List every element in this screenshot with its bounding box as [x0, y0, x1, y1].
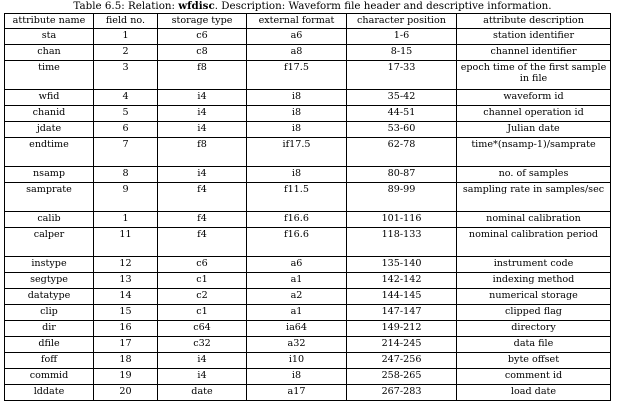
external-format-cell: a2 — [247, 289, 347, 305]
attribute-description-cell: data file — [457, 337, 611, 353]
external-format-cell: a8 — [247, 45, 347, 61]
field-no-cell: 4 — [94, 90, 158, 106]
storage-type-cell: i4 — [158, 167, 247, 183]
character-position-cell: 8-15 — [347, 45, 457, 61]
attribute-description-cell: byte offset — [457, 353, 611, 369]
attribute-name-cell: endtime — [5, 138, 94, 167]
storage-type-cell: c1 — [158, 305, 247, 321]
table-row — [5, 138, 611, 167]
storage-type-cell: c8 — [158, 45, 247, 61]
storage-type-cell: f4 — [158, 183, 247, 212]
character-position-cell: 101-116 — [347, 212, 457, 228]
attribute-description-cell: numerical storage — [457, 289, 611, 305]
field-no-cell: 17 — [94, 337, 158, 353]
attribute-name-cell: dfile — [5, 337, 94, 353]
table-row — [5, 29, 611, 45]
storage-type-cell: i4 — [158, 353, 247, 369]
external-format-cell: i8 — [247, 369, 347, 385]
attribute-name-cell: lddate — [5, 385, 94, 401]
attribute-description-cell: time*(nsamp-1)/samprate — [457, 138, 611, 167]
attribute-description-cell: instrument code — [457, 257, 611, 273]
table-row — [5, 122, 611, 138]
field-no-cell: 20 — [94, 385, 158, 401]
field-no-cell: 16 — [94, 321, 158, 337]
field-no-cell: 11 — [94, 228, 158, 257]
storage-type-cell: i4 — [158, 369, 247, 385]
field-no-cell: 18 — [94, 353, 158, 369]
field-no-cell: 14 — [94, 289, 158, 305]
wfdisc-table — [4, 13, 611, 401]
table-row — [5, 257, 611, 273]
external-format-cell: a6 — [247, 29, 347, 45]
attribute-name-cell: datatype — [5, 289, 94, 305]
attribute-name-cell: jdate — [5, 122, 94, 138]
character-position-cell: 17-33 — [347, 61, 457, 90]
column-header-field-no: field no. — [94, 14, 158, 29]
external-format-cell: i10 — [247, 353, 347, 369]
attribute-name-cell: time — [5, 61, 94, 90]
character-position-cell: 80-87 — [347, 167, 457, 183]
table-row — [5, 353, 611, 369]
column-header-storage-type: storage type — [158, 14, 247, 29]
attribute-name-cell: segtype — [5, 273, 94, 289]
table-row — [5, 337, 611, 353]
character-position-cell: 53-60 — [347, 122, 457, 138]
table-row — [5, 385, 611, 401]
character-position-cell: 44-51 — [347, 106, 457, 122]
storage-type-cell: f4 — [158, 228, 247, 257]
field-no-cell: 1 — [94, 212, 158, 228]
character-position-cell: 214-245 — [347, 337, 457, 353]
attribute-description-cell: station identifier — [457, 29, 611, 45]
storage-type-cell: c6 — [158, 257, 247, 273]
attribute-name-cell: commid — [5, 369, 94, 385]
attribute-name-cell: samprate — [5, 183, 94, 212]
attribute-description-cell: nominal calibration — [457, 212, 611, 228]
attribute-name-cell: calper — [5, 228, 94, 257]
table-row — [5, 61, 611, 90]
attribute-name-cell: chanid — [5, 106, 94, 122]
field-no-cell: 6 — [94, 122, 158, 138]
external-format-cell: f11.5 — [247, 183, 347, 212]
character-position-cell: 35-42 — [347, 90, 457, 106]
character-position-cell: 258-265 — [347, 369, 457, 385]
external-format-cell: a1 — [247, 305, 347, 321]
table-row — [5, 183, 611, 212]
attribute-name-cell: clip — [5, 305, 94, 321]
attribute-description-cell: waveform id — [457, 90, 611, 106]
storage-type-cell: c6 — [158, 29, 247, 45]
character-position-cell: 247-256 — [347, 353, 457, 369]
external-format-cell: f16.6 — [247, 228, 347, 257]
attribute-description-cell: indexing method — [457, 273, 611, 289]
storage-type-cell: i4 — [158, 106, 247, 122]
storage-type-cell: c64 — [158, 321, 247, 337]
character-position-cell: 144-145 — [347, 289, 457, 305]
character-position-cell: 1-6 — [347, 29, 457, 45]
attribute-name-cell: nsamp — [5, 167, 94, 183]
attribute-description-cell: sampling rate in samples/sec — [457, 183, 611, 212]
field-no-cell: 7 — [94, 138, 158, 167]
table-row — [5, 289, 611, 305]
field-no-cell: 9 — [94, 183, 158, 212]
character-position-cell: 142-142 — [347, 273, 457, 289]
external-format-cell: a1 — [247, 273, 347, 289]
external-format-cell: if17.5 — [247, 138, 347, 167]
external-format-cell: f17.5 — [247, 61, 347, 90]
storage-type-cell: c1 — [158, 273, 247, 289]
attribute-description-cell: nominal calibration period — [457, 228, 611, 257]
field-no-cell: 2 — [94, 45, 158, 61]
attribute-description-cell: comment id — [457, 369, 611, 385]
attribute-name-cell: wfid — [5, 90, 94, 106]
storage-type-cell: f8 — [158, 61, 247, 90]
external-format-cell: i8 — [247, 167, 347, 183]
external-format-cell: i8 — [247, 90, 347, 106]
attribute-name-cell: instype — [5, 257, 94, 273]
attribute-name-cell: sta — [5, 29, 94, 45]
caption-suffix: . Description: Waveform file header and descriptive information. — [214, 0, 552, 12]
storage-type-cell: f8 — [158, 138, 247, 167]
storage-type-cell: date — [158, 385, 247, 401]
table-row — [5, 305, 611, 321]
external-format-cell: a6 — [247, 257, 347, 273]
character-position-cell: 149-212 — [347, 321, 457, 337]
table-caption — [0, 0, 625, 12]
character-position-cell: 62-78 — [347, 138, 457, 167]
column-header-attribute-description: attribute description — [457, 14, 611, 29]
column-header-external-format: external format — [247, 14, 347, 29]
field-no-cell: 13 — [94, 273, 158, 289]
storage-type-cell: f4 — [158, 212, 247, 228]
attribute-name-cell: dir — [5, 321, 94, 337]
table-row — [5, 273, 611, 289]
table-row — [5, 369, 611, 385]
storage-type-cell: i4 — [158, 90, 247, 106]
attribute-name-cell: foff — [5, 353, 94, 369]
character-position-cell: 267-283 — [347, 385, 457, 401]
field-no-cell: 15 — [94, 305, 158, 321]
storage-type-cell: c32 — [158, 337, 247, 353]
character-position-cell: 118-133 — [347, 228, 457, 257]
external-format-cell: a32 — [247, 337, 347, 353]
attribute-description-cell: Julian date — [457, 122, 611, 138]
table-row — [5, 167, 611, 183]
caption-relation-name: wfdisc — [178, 0, 215, 12]
external-format-cell: i8 — [247, 122, 347, 138]
attribute-name-cell: calib — [5, 212, 94, 228]
storage-type-cell: i4 — [158, 122, 247, 138]
storage-type-cell: c2 — [158, 289, 247, 305]
field-no-cell: 19 — [94, 369, 158, 385]
field-no-cell: 1 — [94, 29, 158, 45]
field-no-cell: 3 — [94, 61, 158, 90]
attribute-description-cell: clipped flag — [457, 305, 611, 321]
external-format-cell: a17 — [247, 385, 347, 401]
character-position-cell: 89-99 — [347, 183, 457, 212]
attribute-description-cell: channel identifier — [457, 45, 611, 61]
column-header-character-position: character position — [347, 14, 457, 29]
table-body — [5, 29, 611, 401]
table-row — [5, 106, 611, 122]
character-position-cell: 147-147 — [347, 305, 457, 321]
attribute-description-cell: channel operation id — [457, 106, 611, 122]
external-format-cell: i8 — [247, 106, 347, 122]
table-row — [5, 90, 611, 106]
character-position-cell: 135-140 — [347, 257, 457, 273]
attribute-name-cell: chan — [5, 45, 94, 61]
column-header-attribute-name: attribute name — [5, 14, 94, 29]
external-format-cell: ia64 — [247, 321, 347, 337]
table-row — [5, 212, 611, 228]
field-no-cell: 8 — [94, 167, 158, 183]
attribute-description-cell: load date — [457, 385, 611, 401]
field-no-cell: 5 — [94, 106, 158, 122]
table-row — [5, 45, 611, 61]
table-row — [5, 228, 611, 257]
table-header-row — [5, 14, 611, 29]
field-no-cell: 12 — [94, 257, 158, 273]
external-format-cell: f16.6 — [247, 212, 347, 228]
attribute-description-cell: epoch time of the first sample in file — [457, 61, 611, 90]
table-row — [5, 321, 611, 337]
caption-prefix: Table 6.5: Relation: — [73, 0, 179, 12]
attribute-description-cell: no. of samples — [457, 167, 611, 183]
attribute-description-cell: directory — [457, 321, 611, 337]
